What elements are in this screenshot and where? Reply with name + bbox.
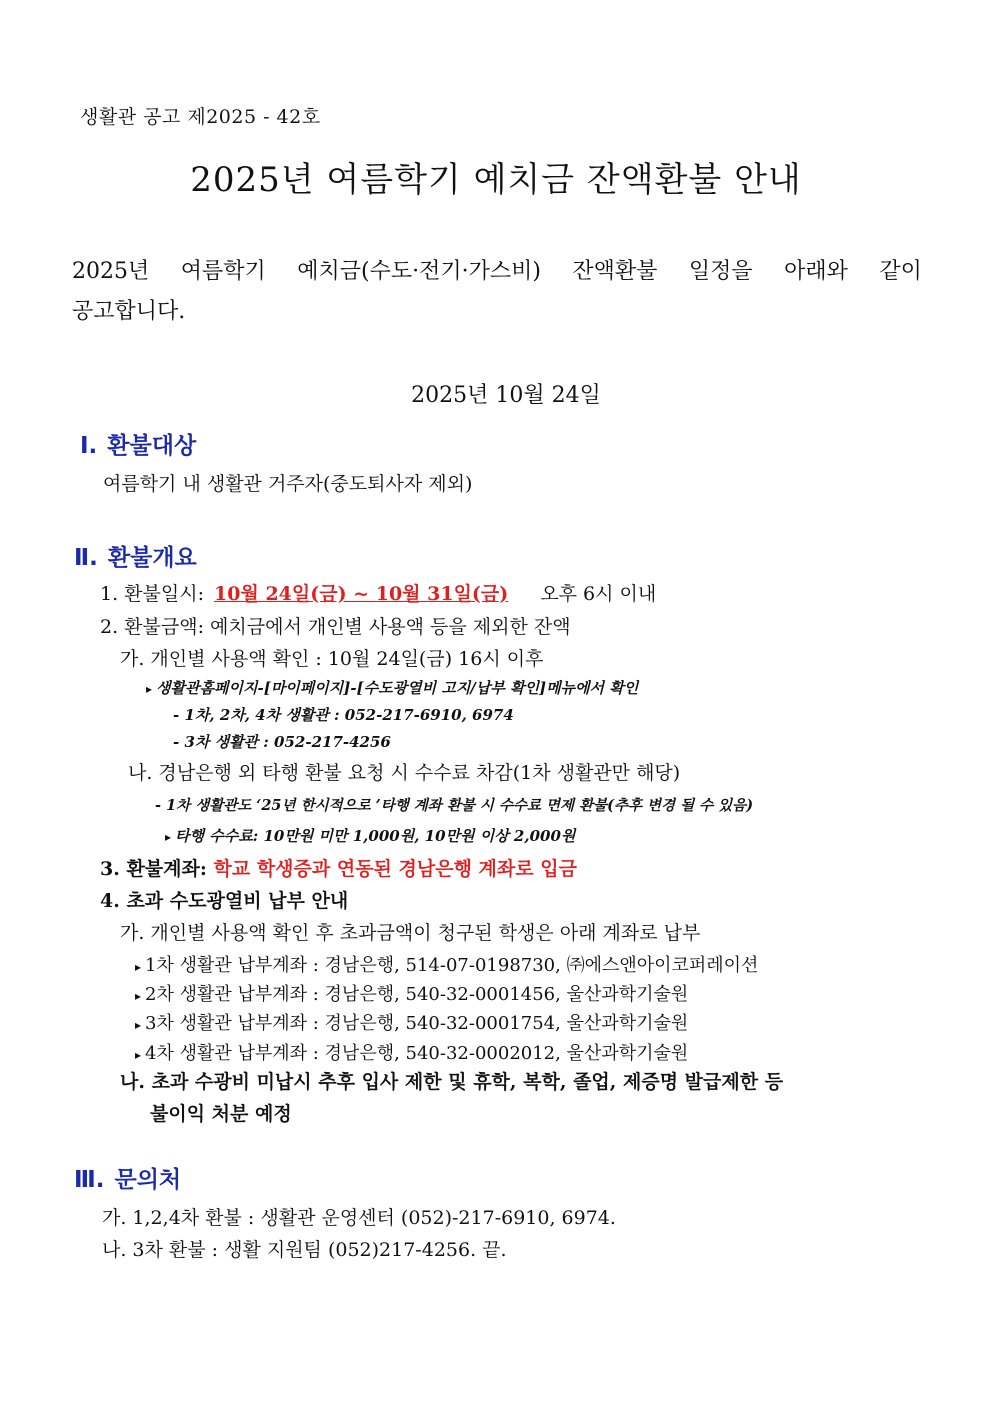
usage-check-line: 가. 개인별 사용액 확인 : 10월 24일(금) 16시 이후 — [120, 648, 544, 670]
contact-3: 나. 3차 환불 : 생활 지원팀 (052)217-4256. 끝. — [102, 1239, 507, 1261]
section-3-heading — [74, 1161, 181, 1194]
refund-account-label: 3. 환불계좌: — [100, 858, 214, 880]
intro-word: 여름학기 — [180, 259, 266, 284]
triangle-right-icon: ▸ — [146, 682, 153, 696]
usage-check-path — [146, 677, 638, 698]
section-1-content: 여름학기 내 생활관 거주자(중도퇴사자 제외) — [103, 473, 473, 495]
section-1-heading — [80, 427, 196, 460]
contact-124: 가. 1,2,4차 환불 : 생활관 운영센터 (052)-217-6910, 6974. — [102, 1207, 616, 1229]
other-bank-fee-amount — [165, 825, 575, 846]
account-line-4 — [135, 1039, 688, 1065]
unpaid-penalty-line-2: 불이익 처분 예정 — [150, 1103, 292, 1125]
section-2-heading — [74, 539, 197, 572]
account-line-text: 4차 생활관 납부계좌 : 경남은행, 540-32-0002012, 울산과학기술원 — [145, 1043, 689, 1064]
triangle-right-icon: ▸ — [135, 1048, 142, 1062]
intro-word: 2025년 — [72, 259, 150, 284]
section-3-number: Ⅲ. — [74, 1167, 105, 1193]
refund-amount-line: 2. 환불금액: 예치금에서 개인별 사용액 등을 제외한 잔액 — [100, 616, 571, 638]
refund-account-line — [100, 854, 577, 881]
intro-word: 잔액환불 — [572, 259, 658, 284]
account-line-2 — [135, 980, 688, 1006]
account-line-1 — [135, 951, 758, 977]
refund-account-value: 학교 학생증과 연동된 경남은행 계좌로 입금 — [213, 858, 577, 880]
triangle-right-icon: ▸ — [135, 1018, 142, 1032]
account-line-text: 1차 생활관 납부계좌 : 경남은행, 514-07-0198730, ㈜에스앤아이코퍼레이션 — [145, 955, 759, 976]
notice-date: 2025년 10월 24일 — [411, 383, 601, 408]
intro-word: 일정을 — [688, 259, 753, 284]
intro-word: 예치금(수도·전기·가스비) — [297, 259, 541, 284]
triangle-right-icon: ▸ — [165, 830, 172, 844]
intro-line-1 — [72, 254, 922, 285]
excess-payment-heading: 4. 초과 수도광열비 납부 안내 — [100, 890, 349, 912]
account-line-3 — [135, 1009, 688, 1035]
intro-line-2: 공고합니다. — [72, 299, 186, 324]
refund-period-label: 1. 환불일시: — [100, 583, 211, 605]
triangle-right-icon: ▸ — [135, 960, 142, 974]
intro-word: 아래와 — [784, 259, 848, 284]
account-line-text: 2차 생활관 납부계좌 : 경남은행, 540-32-0001456, 울산과학기술원 — [145, 984, 689, 1005]
excess-payment-guide: 가. 개인별 사용액 확인 후 초과금액이 청구된 학생은 아래 계좌로 납부 — [120, 922, 701, 944]
refund-period-deadline: 오후 6시 이내 — [540, 583, 657, 605]
triangle-right-icon: ▸ — [135, 989, 142, 1003]
refund-period-line — [100, 579, 656, 606]
section-1-title: 환불대상 — [107, 433, 197, 459]
section-2-number: Ⅱ. — [74, 545, 98, 571]
page-title: 2025년 여름학기 예치금 잔액환불 안내 — [190, 160, 802, 200]
section-2-title: 환불개요 — [107, 545, 197, 571]
other-bank-fee-note: - 1차 생활관도 ‘25년 한시적으로 ’타행 계좌 환불 시 수수료 면제 환불(추후 변경 될 수 있음) — [155, 797, 754, 814]
usage-phone-124: - 1차, 2차, 4차 생활관 : 052-217-6910, 6974 — [173, 706, 514, 724]
account-line-text: 3차 생활관 납부계좌 : 경남은행, 540-32-0001754, 울산과학기술원 — [145, 1013, 689, 1034]
section-3-title: 문의처 — [114, 1167, 182, 1193]
unpaid-penalty-line-1: 나. 초과 수광비 미납시 추후 입사 제한 및 휴학, 복학, 졸업, 제증명 발급제한 등 — [120, 1071, 784, 1093]
notice-number: 생활관 공고 제2025 - 42호 — [80, 106, 321, 128]
usage-phone-3: - 3차 생활관 : 052-217-4256 — [173, 733, 391, 751]
intro-word: 같이 — [879, 259, 922, 284]
other-bank-fee-amount-text: 타행 수수료: 10만원 미만 1,000원, 10만원 이상 2,000원 — [175, 827, 576, 845]
usage-check-path-text: 생활관홈페이지-[마이페이지]-[수도광열비 고지/납부 확인]메뉴에서 확인 — [156, 679, 639, 697]
other-bank-fee-line: 나. 경남은행 외 타행 환불 요청 시 수수료 차감(1차 생활관만 해당) — [128, 762, 681, 784]
section-1-number: Ⅰ. — [80, 433, 98, 459]
refund-period-dates: 10월 24일(금) ~ 10월 31일(금) — [214, 583, 509, 605]
